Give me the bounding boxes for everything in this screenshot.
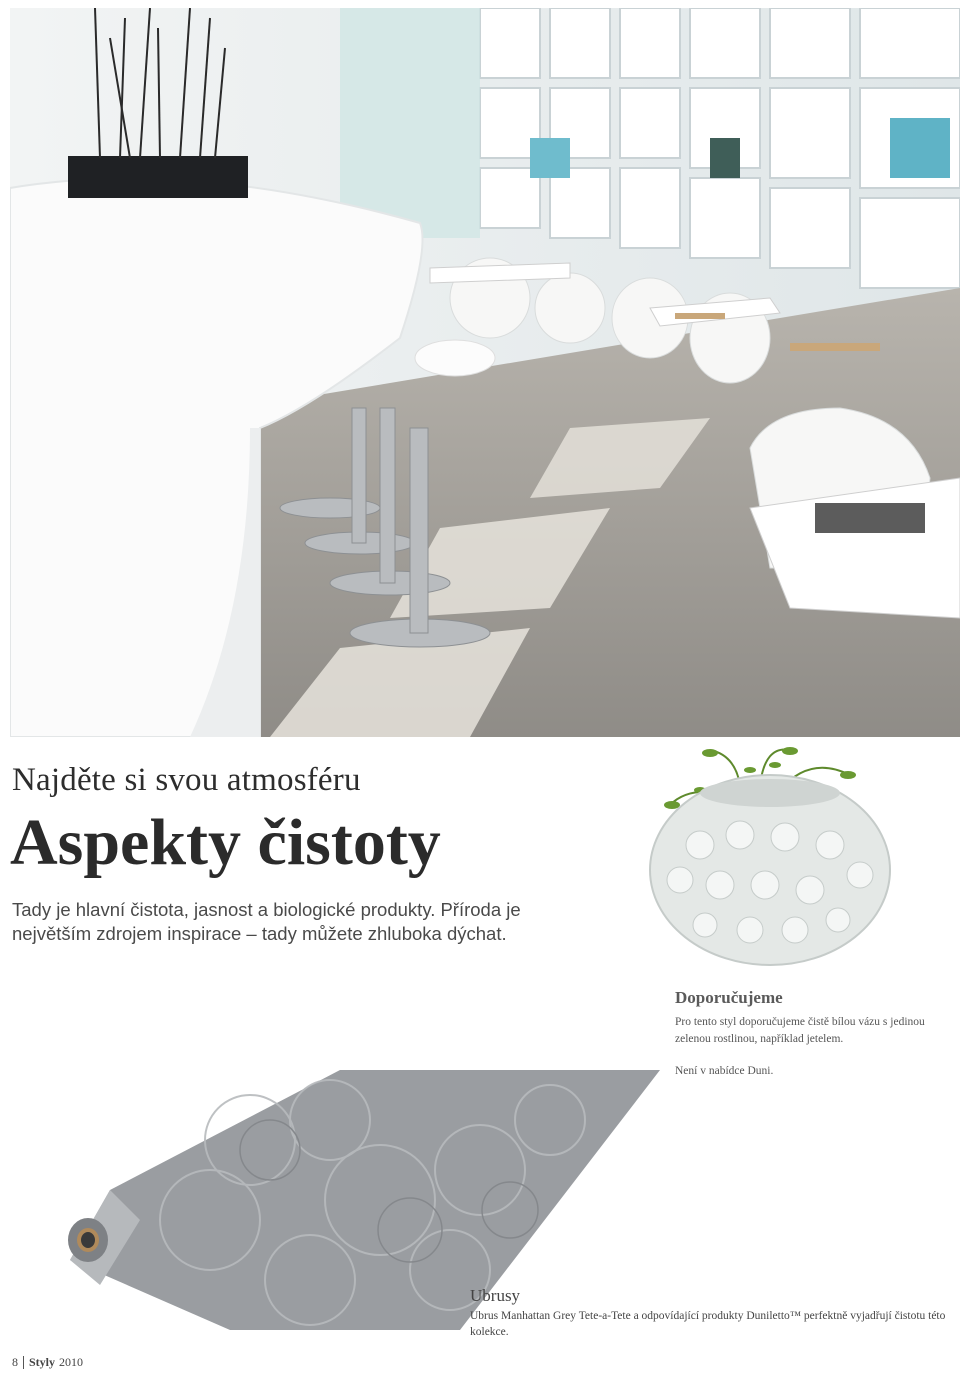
footer-brand: Styly bbox=[29, 1355, 56, 1369]
recommendation-heading: Doporučujeme bbox=[675, 988, 783, 1007]
recommendation-text: Pro tento styl doporučujeme čistě bílou vázu s jedinou zelenou rostlinou, například jetelem. bbox=[675, 1016, 925, 1045]
section-subtitle: Najděte si svou atmosféru bbox=[12, 762, 361, 798]
page-number: 8 bbox=[12, 1355, 18, 1369]
page-title: Aspekty čistoty bbox=[10, 806, 441, 879]
white-vase-with-plant-image bbox=[590, 745, 960, 985]
product-heading: Ubrusy bbox=[470, 1286, 521, 1305]
footer-year: 2010 bbox=[59, 1355, 84, 1369]
restaurant-interior-image bbox=[10, 8, 960, 737]
product-block bbox=[470, 1286, 950, 1340]
page-footer bbox=[12, 1355, 83, 1370]
vase-photo bbox=[590, 745, 960, 985]
hero-restaurant-photo bbox=[10, 8, 960, 737]
recommendation-block bbox=[675, 988, 935, 1077]
product-description: Ubrus Manhattan Grey Tete-a-Tete a odpovídající produkty Duniletto™ perfektně vyjadřují čistotu této kolekce. bbox=[470, 1310, 946, 1338]
intro-text: Tady je hlavní čistota, jasnost a biologické produkty. Příroda je největším zdrojem inspirace – tady můžete zhluboka dýchat. bbox=[12, 899, 521, 944]
recommendation-note: Není v nabídce Duni. bbox=[675, 1065, 774, 1077]
footer-divider bbox=[23, 1356, 24, 1369]
